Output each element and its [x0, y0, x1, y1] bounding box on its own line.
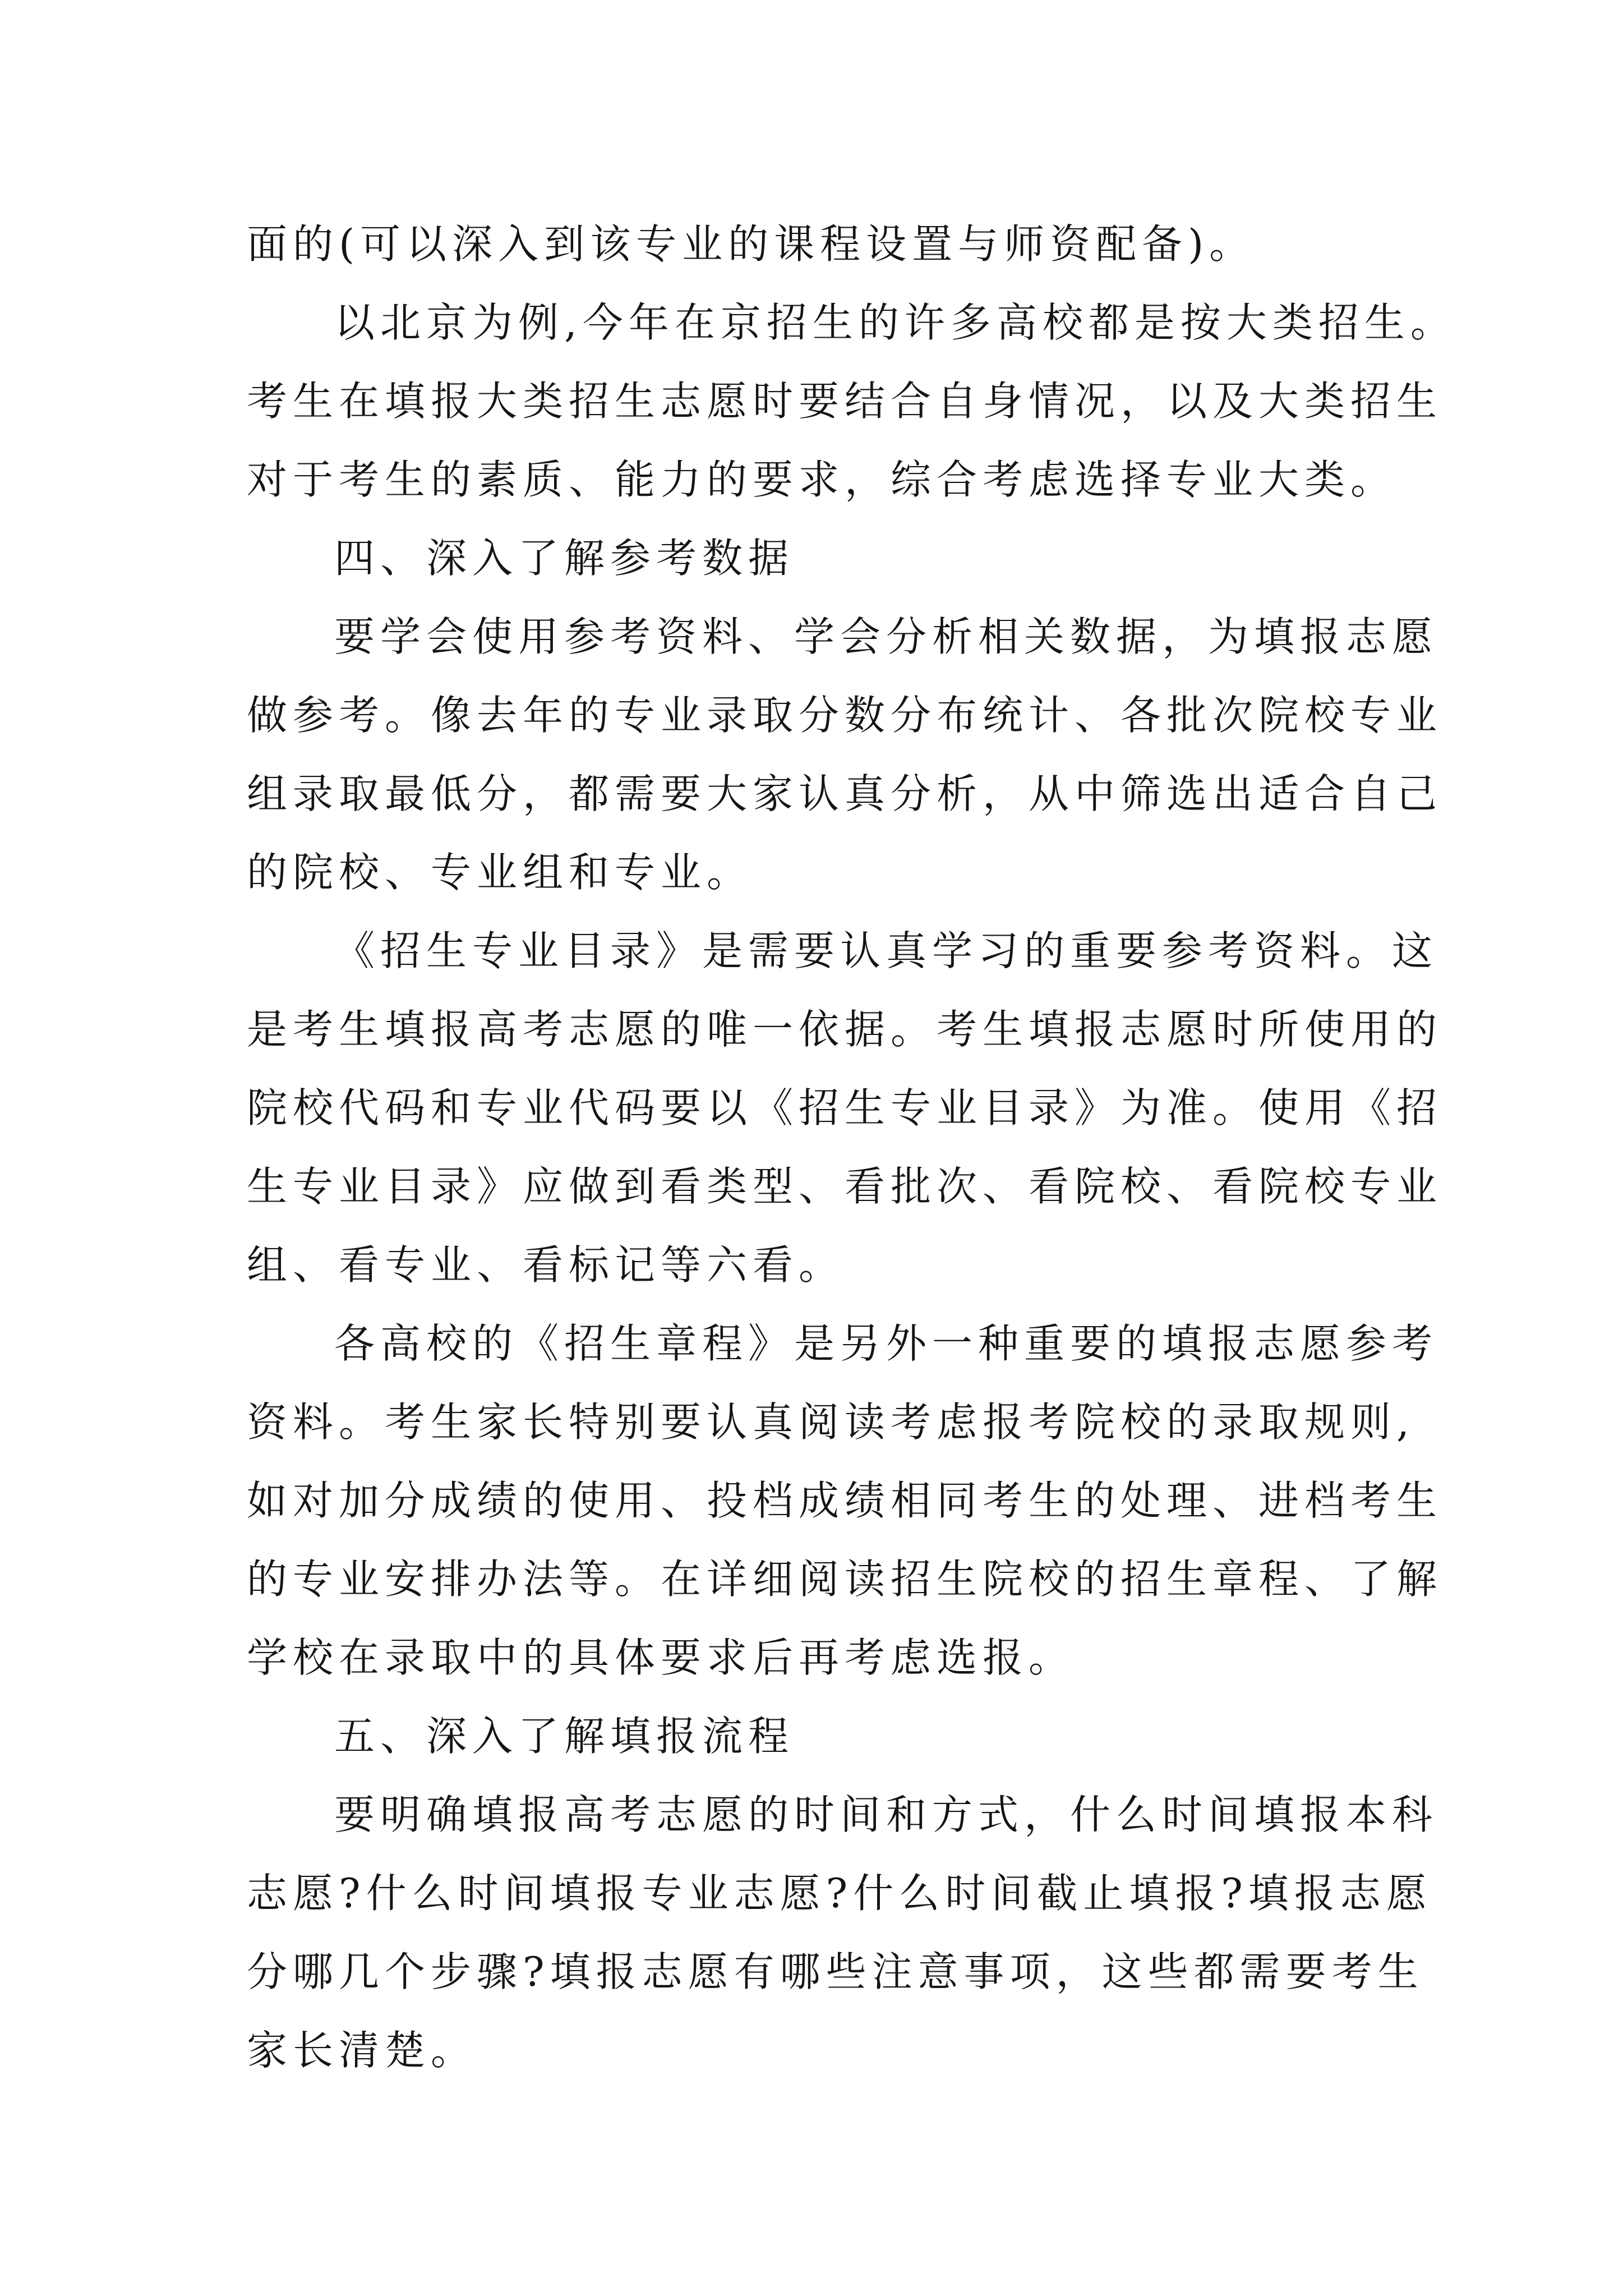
paragraph-line: 如对加分成绩的使用、投档成绩相同考生的处理、进档考生: [247, 1477, 1443, 1524]
paragraph-line: 考生在填报大类招生志愿时要结合自身情况，以及大类招生: [247, 378, 1443, 425]
paragraph-line: 是考生填报高考志愿的唯一依据。考生填报志愿时所使用的: [247, 1006, 1443, 1053]
paragraph-line: 资料。考生家长特别要认真阅读考虑报考院校的录取规则,: [247, 1398, 1415, 1446]
paragraph-line: 各高校的《招生章程》是另外一种重要的填报志愿参考: [334, 1320, 1438, 1367]
paragraph-line: 要学会使用参考资料、学会分析相关数据，为填报志愿: [334, 613, 1438, 660]
paragraph-line: 组、看专业、看标记等六看。: [247, 1241, 845, 1289]
paragraph-line: 以北京为例,今年在京招生的许多高校都是按大类招生。: [334, 299, 1456, 346]
paragraph-line: 《招生专业目录》是需要认真学习的重要参考资料。这: [334, 927, 1438, 974]
paragraph-line: 的专业安排办法等。在详细阅读招生院校的招生章程、了解: [247, 1556, 1443, 1603]
paragraph-line: 要明确填报高考志愿的时间和方式，什么时间填报本科: [334, 1791, 1438, 1838]
paragraph-line: 家长清楚。: [247, 2027, 477, 2074]
paragraph-line: 面的(可以深入到该专业的课程设置与师资配备)。: [247, 220, 1256, 268]
paragraph-line: 分哪几个步骤?填报志愿有哪些注意事项，这些都需要考生: [247, 1948, 1424, 1995]
section-heading: 五、深入了解填报流程: [334, 1713, 795, 1760]
paragraph-line: 志愿?什么时间填报专业志愿?什么时间截止填报?填报志愿: [247, 1870, 1432, 1917]
paragraph-line: 的院校、专业组和专业。: [247, 849, 753, 896]
paragraph-line: 生专业目录》应做到看类型、看批次、看院校、看院校专业: [247, 1163, 1443, 1210]
section-heading: 四、深入了解参考数据: [334, 535, 795, 582]
paragraph-line: 院校代码和专业代码要以《招生专业目录》为准。使用《招: [247, 1084, 1443, 1131]
paragraph-line: 组录取最低分，都需要大家认真分析，从中筛选出适合自己: [247, 770, 1443, 817]
paragraph-line: 对于考生的素质、能力的要求，综合考虑选择专业大类。: [247, 456, 1397, 503]
paragraph-line: 做参考。像去年的专业录取分数分布统计、各批次院校专业: [247, 692, 1443, 739]
paragraph-line: 学校在录取中的具体要求后再考虑选报。: [247, 1634, 1075, 1681]
